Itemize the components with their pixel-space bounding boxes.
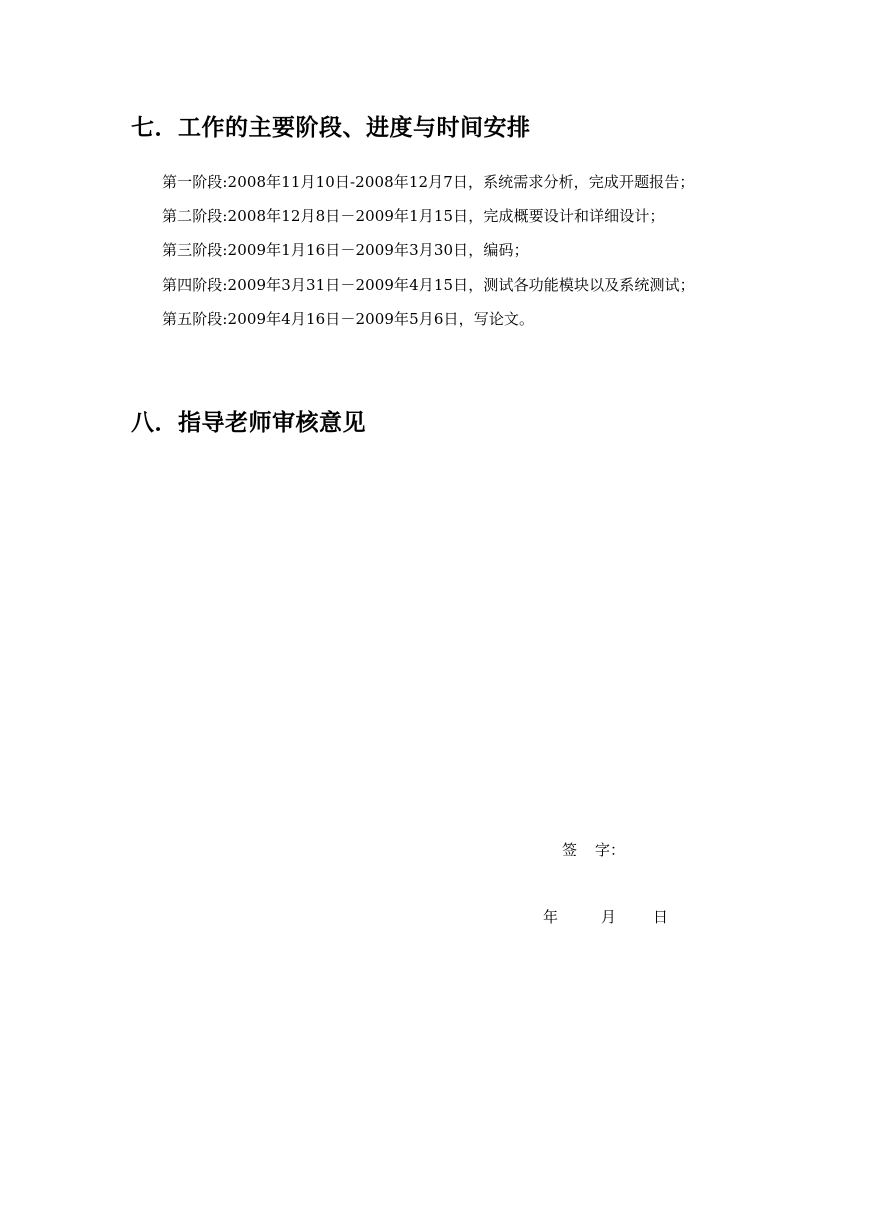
schedule-item-stage-2: 第二阶段:2008年12月8日－2009年1月15日，完成概要设计和详细设计； — [162, 207, 665, 226]
signature-date — [543, 907, 668, 927]
date-year-label: 年 — [543, 908, 559, 926]
schedule-list — [162, 165, 695, 336]
date-month-label: 月 — [601, 908, 617, 926]
section-heading-advisor-review: 八．指导老师审核意见 — [131, 410, 366, 436]
schedule-item-stage-4: 第四阶段:2009年3月31日－2009年4月15日，测试各功能模块以及系统测试； — [162, 275, 695, 294]
date-day-label: 日 — [653, 908, 669, 926]
schedule-item-stage-5: 第五阶段:2009年4月16日－2009年5月6日，写论文。 — [162, 309, 535, 328]
schedule-item-stage-3: 第三阶段:2009年1月16日－2009年3月30日，编码； — [162, 241, 529, 260]
signature-label-char1: 签 — [562, 841, 578, 859]
section-heading-schedule: 七．工作的主要阶段、进度与时间安排 — [131, 115, 531, 141]
signature-label — [562, 840, 625, 860]
schedule-item-stage-1: 第一阶段:2008年11月10日-2008年12月7日，系统需求分析，完成开题报告； — [162, 173, 695, 191]
signature-label-char2: 字： — [595, 841, 626, 859]
